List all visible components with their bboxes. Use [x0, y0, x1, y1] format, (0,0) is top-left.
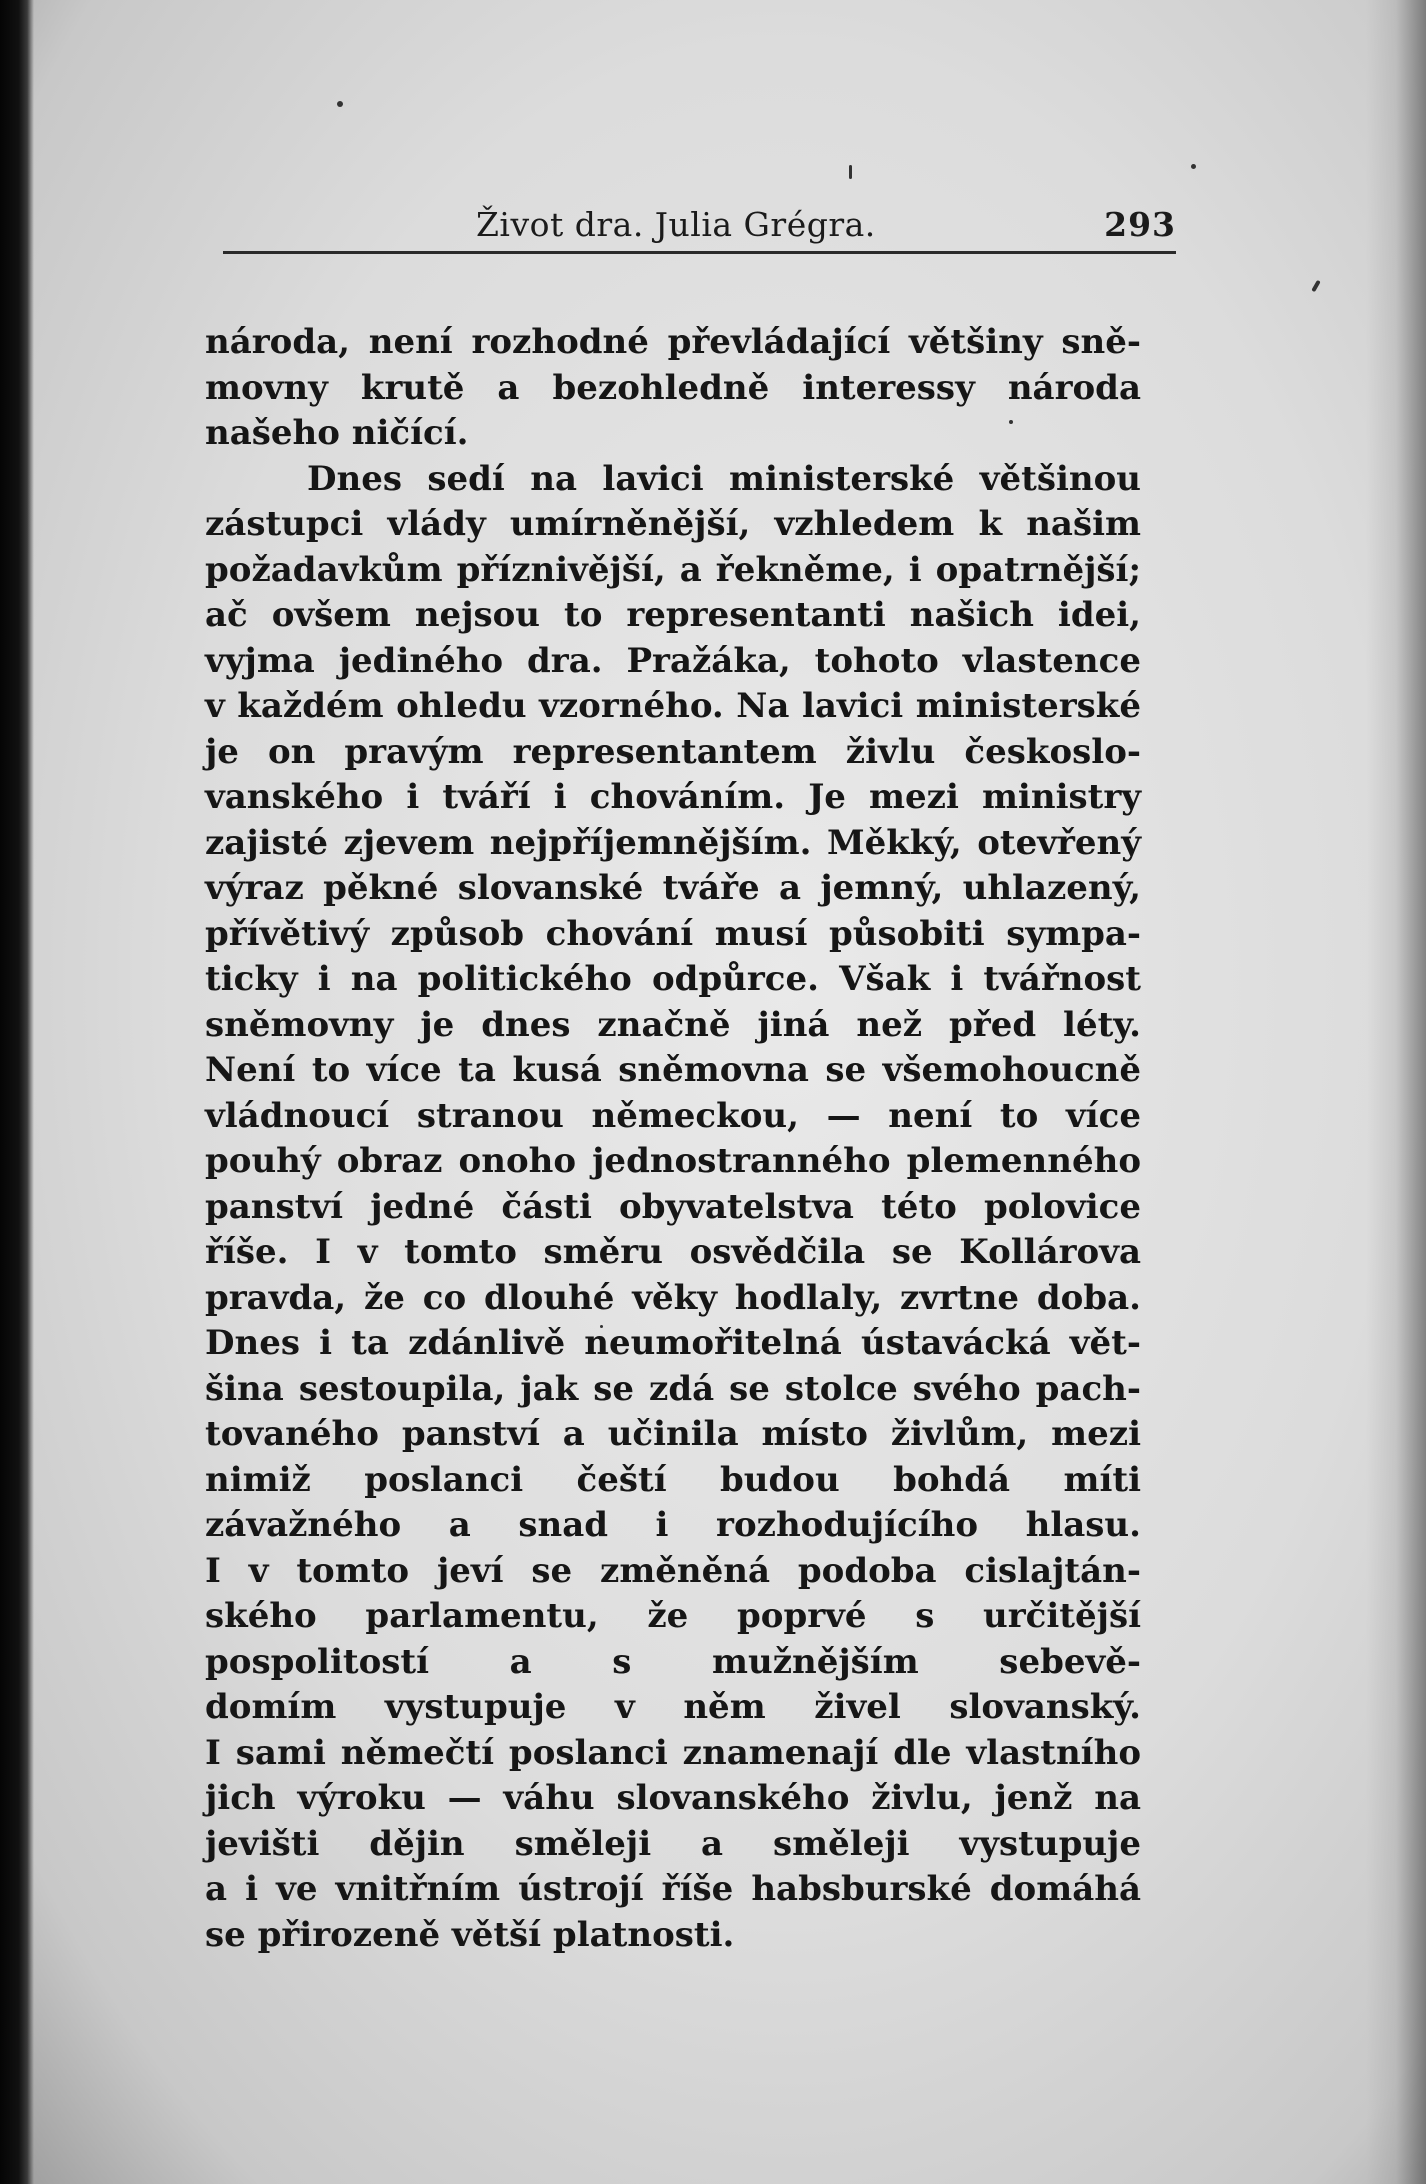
text-line: sněmovny je dnes značně jiná než před léty. — [205, 1004, 1141, 1045]
dust-speck — [849, 165, 852, 179]
text-line: zástupci vlády umírněnější, vzhledem k našim — [205, 504, 1141, 544]
text-line: nimiž poslanci čeští budou bohdá míti — [205, 1459, 1141, 1500]
text-line: se přirozeně větší platnosti. — [205, 1914, 735, 1955]
text-line: pravda, že co dlouhé věky hodlaly, zvrtne doba. — [205, 1277, 1141, 1318]
text-line: ského parlamentu, že poprvé s určitější — [205, 1596, 1141, 1636]
text-line: Není to více ta kusá sněmovna se všemohoucně — [205, 1050, 1141, 1090]
page-right-edge-shadow — [1366, 0, 1426, 2184]
body-text — [205, 320, 1141, 1958]
running-title: Život dra. Julia Grégra. — [476, 205, 876, 244]
dust-speck — [337, 101, 343, 107]
text-line: jevišti dějin směleji a směleji vystupuje — [205, 1823, 1141, 1864]
text-line: vyjma jediného dra. Pražáka, tohoto vlastence — [205, 640, 1141, 681]
page-number: 293 — [1104, 205, 1176, 244]
text-line: domím vystupuje v něm živel slovanský. — [205, 1687, 1141, 1727]
text-line: vanského i tváří i chováním. Je mezi ministry — [205, 777, 1141, 817]
text-line: národa, není rozhodné převládající většiny sně- — [205, 322, 1141, 362]
header-rule — [223, 251, 1176, 254]
text-line: šina sestoupila, jak se zdá se stolce svého pach- — [205, 1368, 1141, 1409]
text-line: panství jedné části obyvatelstva této polovice — [205, 1186, 1141, 1227]
text-line: výraz pěkné slovanské tváře a jemný, uhlazený, — [205, 868, 1141, 908]
page-left-edge-shadow — [0, 0, 34, 2184]
dust-speck — [1191, 164, 1196, 169]
text-line: říše. I v tomto směru osvědčila se Kollárova — [205, 1232, 1141, 1272]
text-line: závažného a snad i rozhodujícího hlasu. — [205, 1505, 1141, 1545]
text-line: zajisté zjevem nejpříjemnějším. Měkký, otevřený — [205, 822, 1141, 863]
text-line: I v tomto jeví se změněná podoba cislajtán- — [205, 1550, 1141, 1591]
text-line: ticky i na politického odpůrce. Však i tvářnost — [205, 959, 1141, 999]
text-line: movny krutě a bezohledně interessy národa — [205, 367, 1141, 408]
text-line: vládnoucí stranou německou, — není to více — [205, 1095, 1141, 1136]
text-line: tovaného panství a učinila místo živlům, mezi — [205, 1414, 1141, 1454]
text-line: v každém ohledu vzorného. Na lavici ministerské — [205, 686, 1141, 726]
text-line: a i ve vnitřním ústrojí říše habsburské domáhá — [205, 1869, 1141, 1909]
text-line: Dnes i ta zdánlivě neumořitelná ústavácká vět- — [205, 1323, 1141, 1363]
text-line: přívětivý způsob chování musí působiti sympa- — [205, 913, 1141, 954]
text-line: Dnes sedí na lavici ministerské většinou — [307, 458, 1141, 499]
text-line: našeho ničící. — [205, 413, 469, 453]
running-head — [223, 205, 1176, 253]
text-line: I sami němečtí poslanci znamenají dle vlastního — [205, 1732, 1141, 1773]
text-line: ač ovšem nejsou to representanti našich idei, — [205, 595, 1141, 635]
text-line: požadavkům příznivější, a řekněme, i opatrnější; — [205, 549, 1141, 590]
text-line: pouhý obraz onoho jednostranného plemenného — [205, 1141, 1141, 1181]
text-line: pospolitostí a s mužnějším sebevě- — [205, 1641, 1141, 1682]
text-line: jich výroku — váhu slovanského živlu, jenž na — [205, 1778, 1141, 1818]
text-line: je on pravým representantem živlu českoslo- — [205, 731, 1141, 772]
dust-speck — [1311, 280, 1320, 292]
